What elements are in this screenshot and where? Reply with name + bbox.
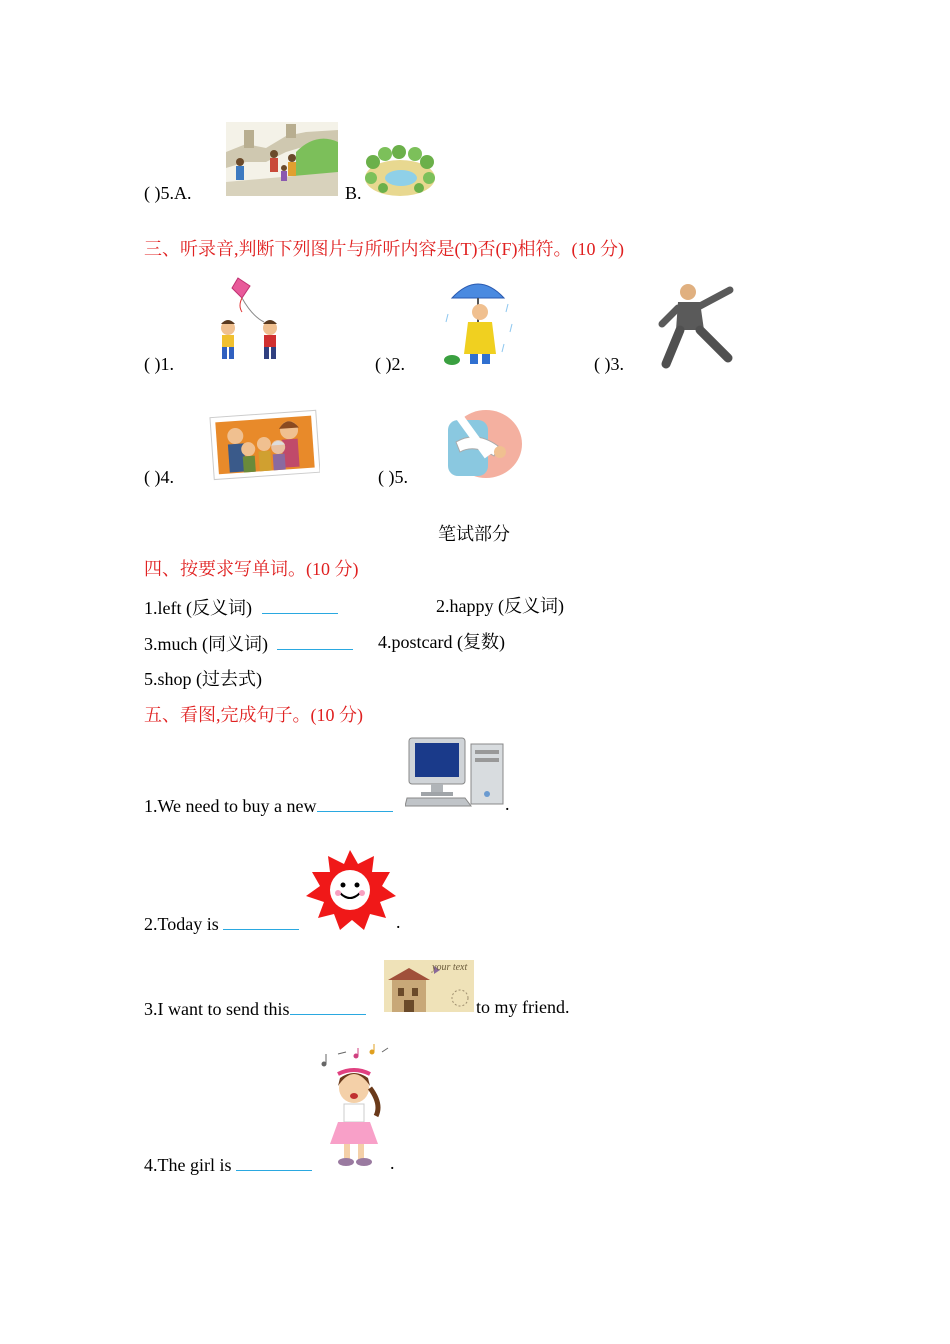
- s5-sentence-1: 1.We need to buy a new: [144, 793, 393, 817]
- answer-blank[interactable]: [236, 1152, 312, 1171]
- broken-arm-picture: [442, 406, 524, 482]
- s5-sentence-4-end: .: [390, 1153, 395, 1173]
- answer-paren[interactable]: ( ): [594, 354, 611, 374]
- item-number: 5.: [394, 467, 408, 487]
- s4-item-4: 4.postcard (复数): [378, 632, 505, 652]
- answer-blank[interactable]: [277, 631, 353, 650]
- s4-item-3: 3.much (同义词): [144, 631, 353, 655]
- section-4-heading: 四、按要求写单词。(10 分): [144, 559, 359, 579]
- s5-sentence-2: 2.Today is: [144, 911, 299, 935]
- q5-row: [144, 182, 192, 204]
- kite-flying-picture: [212, 276, 290, 366]
- park-picture: [363, 140, 437, 198]
- computer-picture: [405, 736, 507, 810]
- item-label: 5.A.: [160, 183, 192, 203]
- family-photo-picture: [208, 408, 320, 482]
- section-3-heading: 三、听录音,判断下列图片与所听内容是(T)否(F)相符。(10 分): [144, 239, 624, 259]
- s4-item-1: 1.left (反义词): [144, 595, 338, 619]
- taichi-picture: [656, 280, 738, 370]
- s3-item-3: [594, 353, 624, 375]
- singing-girl-picture: [316, 1044, 394, 1170]
- answer-paren[interactable]: ( ): [144, 354, 161, 374]
- option-b-label: B.: [345, 183, 362, 203]
- item-number: 3.: [610, 354, 624, 374]
- rain-boy-picture: [442, 274, 518, 368]
- answer-blank[interactable]: [223, 911, 299, 930]
- item-number: 4.: [160, 467, 174, 487]
- s3-item-1: [144, 353, 174, 375]
- s3-item-2: [375, 353, 405, 375]
- s4-item-2: 2.happy (反义词): [436, 596, 564, 616]
- answer-paren[interactable]: ( ): [378, 467, 395, 487]
- s5-sentence-4: 4.The girl is: [144, 1152, 312, 1176]
- section-5-heading: 五、看图,完成句子。(10 分): [144, 705, 363, 725]
- answer-paren[interactable]: ( ): [375, 354, 392, 374]
- item-number: 2.: [391, 354, 405, 374]
- s5-sentence-3-end: to my friend.: [476, 997, 570, 1017]
- answer-paren[interactable]: ( ): [144, 183, 161, 203]
- s4-item-5: 5.shop (过去式): [144, 669, 262, 689]
- answer-blank[interactable]: [290, 996, 366, 1015]
- item-number: 1.: [160, 354, 174, 374]
- great-wall-picture: [226, 122, 338, 196]
- answer-blank[interactable]: [317, 793, 393, 812]
- s5-sentence-2-end: .: [396, 912, 401, 932]
- postcard-text: your text: [432, 962, 468, 973]
- sun-picture: [302, 848, 398, 932]
- answer-blank[interactable]: [262, 595, 338, 614]
- s3-item-5: [378, 466, 408, 488]
- s5-sentence-1-end: .: [505, 794, 510, 814]
- written-part-title: 笔试部分: [438, 524, 510, 544]
- s5-sentence-3: 3.I want to send this: [144, 996, 366, 1020]
- postcard-picture: [384, 960, 474, 1012]
- answer-paren[interactable]: ( ): [144, 467, 161, 487]
- s3-item-4: [144, 466, 174, 488]
